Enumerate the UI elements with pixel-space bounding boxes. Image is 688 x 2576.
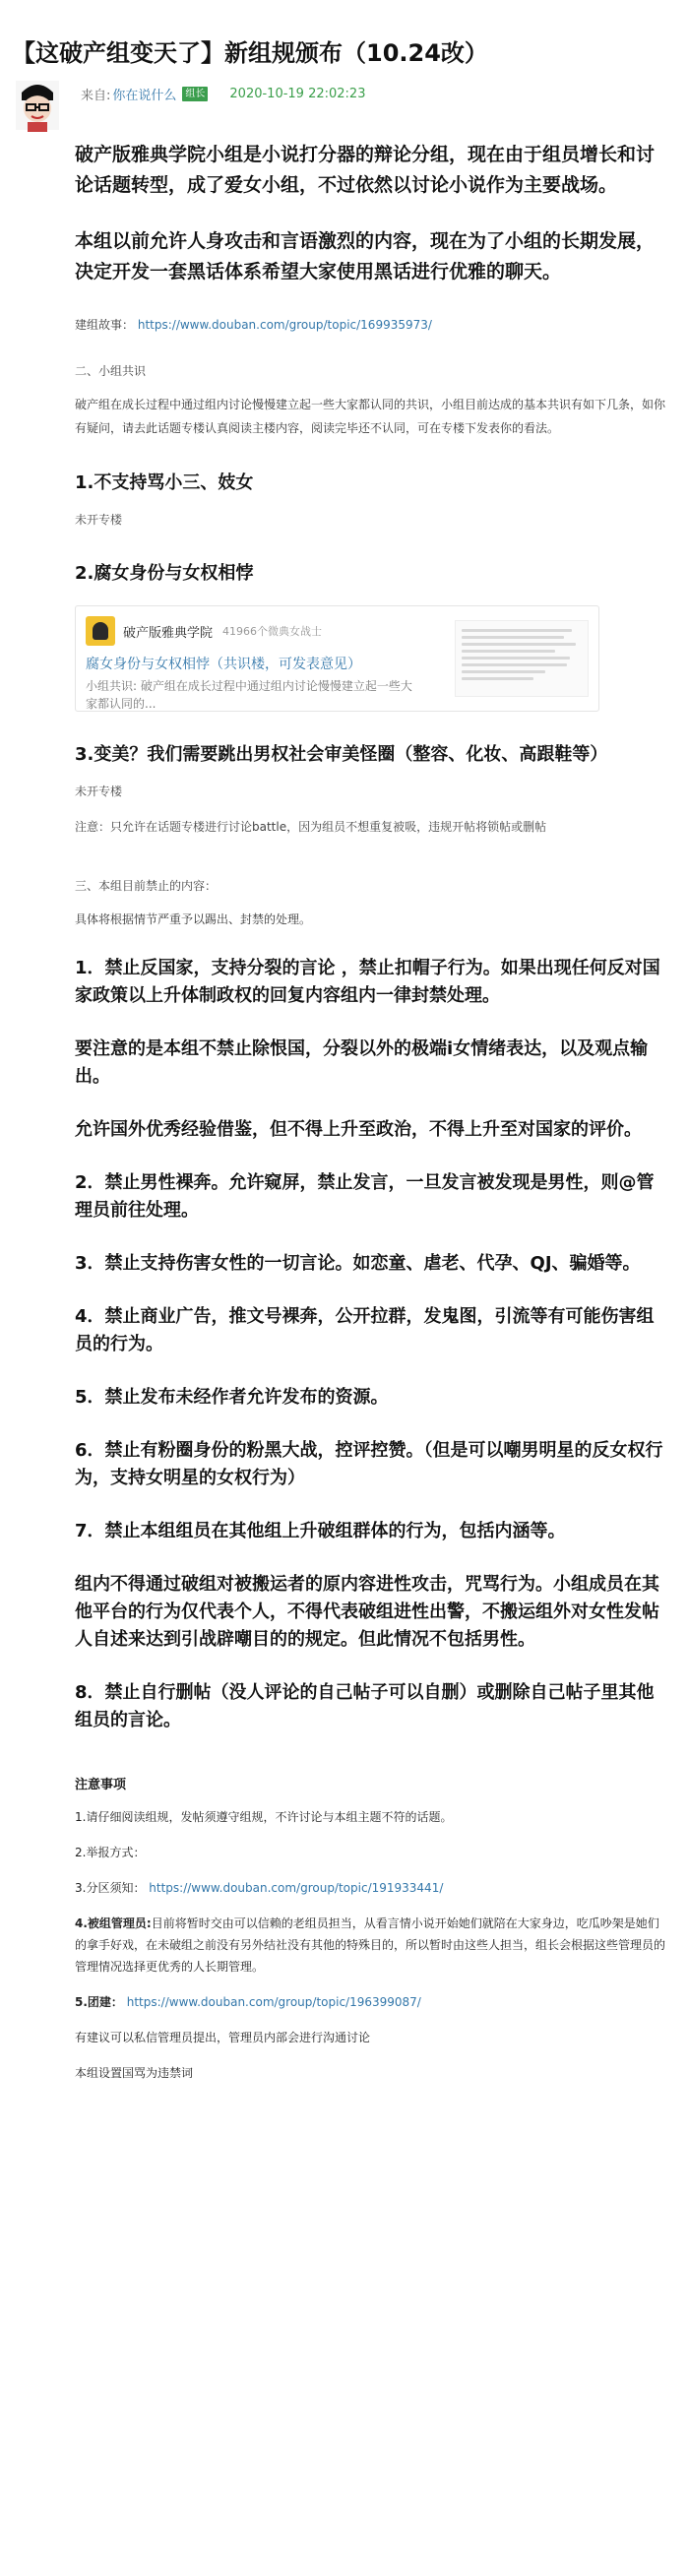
ban-rule-7b: 组内不得通过破组对被搬运者的原内容进性攻击，咒骂行为。小组成员在其他平台的行为仅代表个人，不得代表破组进性出警，不搬运组外对女性发帖人自述来达到引战辟嘲目的的规定。但此情况不包括男性。 [75, 1574, 659, 1650]
note-5-label: 5.团建： [75, 1995, 123, 2009]
note-5-link[interactable]: https://www.douban.com/group/topic/196399087/ [126, 1995, 421, 2009]
note-6: 有建议可以私信管理员提出，管理员内部会进行沟通讨论 [75, 2031, 371, 2044]
note-3-label: 3.分区须知： [75, 1881, 146, 1895]
note-3 [75, 1877, 668, 1899]
group-story-label: 建组故事： [75, 318, 135, 332]
avatar[interactable] [8, 79, 67, 132]
card-excerpt: 小组共识: 破产组在成长过程中通过组内讨论慢慢建立起一些大家都认同的... [86, 679, 412, 711]
card-thumbnail[interactable] [455, 620, 589, 697]
note-3-link[interactable]: https://www.douban.com/group/topic/191933441/ [149, 1881, 444, 1895]
ban-rule-7: 7．禁止本组组员在其他组上升破组群体的行为，包括内涵等。 [75, 1521, 566, 1541]
ban-rule-1b: 要注意的是本组不禁止除恨国，分裂以外的极端i女情绪表达，以及观点输出。 [75, 1038, 649, 1087]
note-7: 本组设置国骂为违禁词 [75, 2066, 194, 2080]
ban-rule-5: 5．禁止发布未经作者允许发布的资源。 [75, 1387, 389, 1408]
author-link[interactable]: 你在说什么 [112, 88, 177, 103]
owner-badge: 组长 [182, 87, 208, 101]
group-avatar-icon [86, 616, 115, 646]
consensus-item-1: 1.不支持骂小三、妓女 [75, 472, 254, 493]
topic-card[interactable] [75, 605, 599, 712]
intro-lead-2: 本组以前允许人身攻击和言语激烈的内容，现在为了小组的长期发展，决定开发一套黑话体系希望大家使用黑话进行优雅的聊天。 [75, 230, 656, 283]
ban-rule-8: 8．禁止自行删帖（没人评论的自己帖子可以自删）或删除自己帖子里其他组员的言论。 [75, 1682, 655, 1730]
notes-title: 注意事项 [75, 1778, 127, 1792]
consensus-desc: 破产组在成长过程中通过组内讨论慢慢建立起一些大家都认同的共识，小组目前达成的基本共识有如下几条，如你有疑问，请去此话题专楼认真阅读主楼内容，阅读完毕还不认同，可在专楼下发表你的看法。 [75, 398, 666, 435]
bans-heading: 三、本组目前禁止的内容： [75, 879, 218, 893]
bans-desc: 具体将根据情节严重予以踢出、封禁的处理。 [75, 912, 312, 926]
note-4-label: 4.被组管理员: [75, 1916, 152, 1930]
page-title: 【这破产组变天了】新组规颁布（10.24改） [12, 39, 488, 67]
group-story [75, 313, 668, 337]
from-label: 来自: [81, 88, 111, 103]
avatar-image [8, 79, 67, 132]
consensus-heading: 二、小组共识 [75, 364, 147, 378]
consensus-item-3: 3.变美？我们需要跳出男权社会审美怪圈（整容、化妆、高跟鞋等） [75, 744, 608, 765]
ban-rule-2: 2．禁止男性裸奔。允许窥屏，禁止发言，一旦发言被发现是男性，则@管理员前往处理。 [75, 1172, 655, 1221]
consensus-item-3-note: 未开专楼 [75, 785, 123, 798]
card-member-count: 41966个微典女战士 [222, 625, 323, 638]
card-topic-link[interactable]: 腐女身份与女权相悖（共识楼，可发表意见） [86, 657, 361, 672]
meta-line [81, 83, 365, 104]
note-4 [75, 1913, 668, 1978]
consensus-item-3-warning: 注意：只允许在话题专楼进行讨论battle，因为组员不想重复被吸，违规开帖将锁帖或删帖 [75, 820, 547, 834]
ban-rule-1: 1．禁止反国家，支持分裂的言论 ，禁止扣帽子行为。如果出现任何反对国家政策以上升体制政权的回复内容组内一律封禁处理。 [75, 958, 660, 1006]
ban-rule-6: 6．禁止有粉圈身份的粉黑大战，控评控赞。（但是可以嘲男明星的反女权行为，支持女明星的女权行为） [75, 1440, 663, 1488]
note-5 [75, 1991, 668, 2013]
note-4-text: 目前将暂时交由可以信赖的老组员担当，从看言情小说开始她们就陪在大家身边，吃瓜吵架是她们的拿手好戏，在未破组之前没有另外结社没有其他的特殊目的，所以暂时由这些人担当，组长会根据这些管理员的管理情况选择更优秀的人长期管理。 [75, 1916, 666, 1974]
ban-rule-4: 4．禁止商业广告，推文号裸奔，公开拉群，发鬼图，引流等有可能伤害组员的行为。 [75, 1306, 655, 1354]
ban-rule-1c: 允许国外优秀经验借鉴，但不得上升至政治，不得上升至对国家的评价。 [75, 1119, 642, 1140]
consensus-item-1-note: 未开专楼 [75, 513, 123, 527]
group-story-link[interactable]: https://www.douban.com/group/topic/169935973/ [137, 318, 432, 332]
note-1: 1.请仔细阅读组规，发帖须遵守组规，不许讨论与本组主题不符的话题。 [75, 1810, 453, 1824]
card-group-name[interactable]: 破产版雅典学院 [123, 625, 214, 641]
intro-lead-1: 破产版雅典学院小组是小说打分器的辩论分组，现在由于组员增长和讨论话题转型，成了爱女小组，不过依然以讨论小说作为主要战场。 [75, 144, 656, 196]
post-content [8, 140, 668, 2084]
consensus-item-2: 2.腐女身份与女权相悖 [75, 563, 254, 584]
post-meta [8, 83, 668, 132]
post-time: 2020-10-19 22:02:23 [229, 86, 366, 101]
note-2: 2.举报方式： [75, 1846, 146, 1859]
ban-rule-3: 3．禁止支持伤害女性的一切言论。如恋童、虐老、代孕、QJ、骗婚等。 [75, 1253, 641, 1274]
